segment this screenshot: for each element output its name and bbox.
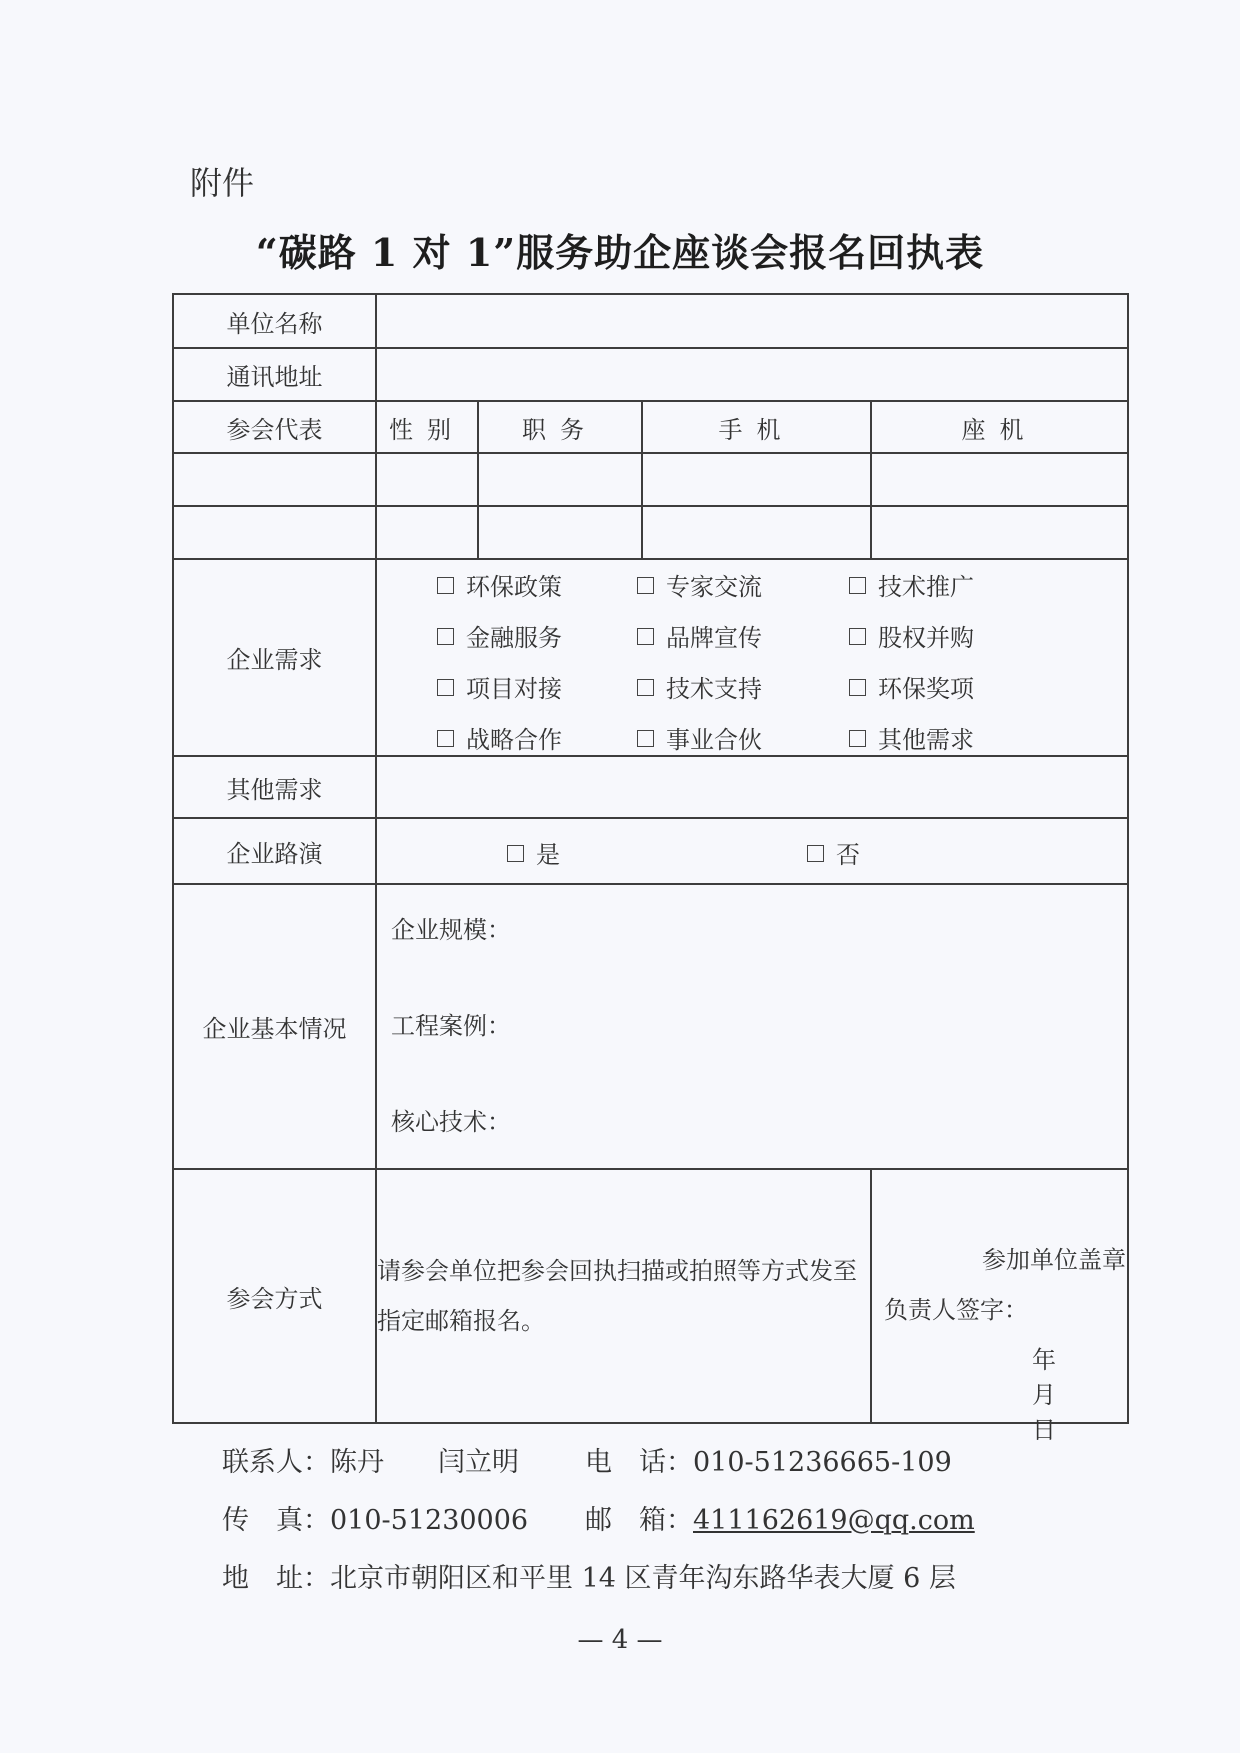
seal-signature-cell[interactable] [871,1169,1128,1444]
needs-option[interactable]: 金融服务 [437,618,637,653]
contact-person-label: 联系人： [222,1447,330,1478]
contact-line [222,1440,952,1479]
annex-label: 附件 [190,164,255,202]
contact-address: 北京市朝阳区和平里 14 区青年沟东路华表大厦 6 层 [330,1563,956,1594]
gender-cell[interactable] [376,506,478,559]
fax-label: 传 真： [222,1505,330,1536]
checkbox-icon[interactable] [437,577,454,594]
rep-blank-cell[interactable] [173,453,376,506]
address-line [222,1556,956,1595]
basic-info-label: 企业基本情况 [173,884,376,1169]
representative-label: 参会代表 [173,401,376,453]
date-day: 日 [1032,1416,1056,1444]
checkbox-icon[interactable] [637,679,654,696]
landline-cell[interactable] [871,506,1128,559]
roadshow-options [376,818,1128,884]
checkbox-icon[interactable] [507,845,524,862]
phone-value: 010-51236665-109 [693,1447,952,1478]
contact-address-label: 地 址： [222,1563,330,1594]
needs-option[interactable]: 其他需求 [849,720,1049,755]
landline-header: 座机 [871,401,1128,453]
attendance-method-label: 参会方式 [173,1169,376,1423]
checkbox-icon[interactable] [437,679,454,696]
checkbox-icon[interactable] [849,628,866,645]
checkbox-icon[interactable] [437,628,454,645]
needs-option[interactable]: 战略合作 [437,720,637,755]
needs-option[interactable]: 股权并购 [849,618,1049,653]
mobile-cell[interactable] [642,506,871,559]
unit-name-field[interactable] [376,294,1128,348]
checkbox-icon[interactable] [637,577,654,594]
seal-label: 参加单位盖章 [982,1246,1126,1274]
needs-option[interactable]: 品牌宣传 [637,618,849,653]
phone-label: 电 话： [585,1447,693,1478]
needs-option[interactable]: 环保奖项 [849,669,1049,704]
roadshow-label: 企业路演 [173,818,376,884]
unit-name-label: 单位名称 [173,294,376,348]
needs-option[interactable]: 项目对接 [437,669,637,704]
needs-label: 企业需求 [173,559,376,756]
page-number: — 4 — [577,1625,663,1655]
basic-info-fields[interactable] [376,884,1128,1169]
address-field[interactable] [376,348,1128,401]
representative-row [173,453,1128,506]
checkbox-icon[interactable] [849,577,866,594]
position-header: 职务 [478,401,642,453]
form-title: “碳路 1 对 1”服务助企座谈会报名回执表 [255,230,985,275]
email-label: 邮 箱： [585,1505,693,1536]
gender-header: 性别 [376,401,478,453]
needs-option[interactable]: 环保政策 [437,567,637,602]
registration-form-table [172,293,1129,1444]
other-needs-label: 其他需求 [173,756,376,818]
case-field-label: 工程案例： [391,1011,511,1040]
address-label: 通讯地址 [173,348,376,401]
rep-blank-cell[interactable] [173,506,376,559]
needs-option[interactable]: 技术推广 [849,567,1049,602]
representative-row [173,506,1128,559]
date-line [1032,1340,1127,1445]
attendance-method-note: 请参会单位把参会回执扫描或拍照等方式发至指定邮箱报名。 [376,1169,871,1423]
date-month: 月 [1032,1381,1056,1409]
needs-option[interactable]: 技术支持 [637,669,849,704]
signature-label: 负责人签字： [884,1296,1028,1324]
position-cell[interactable] [478,506,642,559]
needs-option[interactable]: 专家交流 [637,567,849,602]
checkbox-icon[interactable] [437,730,454,747]
needs-option[interactable]: 事业合伙 [637,720,849,755]
other-needs-field[interactable] [376,756,1128,818]
checkbox-icon[interactable] [807,845,824,862]
roadshow-no-option[interactable]: 否 [807,835,860,870]
needs-options [376,559,1128,756]
tech-field-label: 核心技术： [391,1107,511,1136]
landline-cell[interactable] [871,453,1128,506]
roadshow-yes-option[interactable]: 是 [507,835,560,870]
contact-persons: 陈丹 闫立明 [330,1447,519,1478]
position-cell[interactable] [478,453,642,506]
checkbox-icon[interactable] [637,628,654,645]
checkbox-icon[interactable] [637,730,654,747]
email-link[interactable]: 411162619@qq.com [693,1505,975,1536]
fax-email-line [222,1498,975,1537]
mobile-cell[interactable] [642,453,871,506]
fax-value: 010-51230006 [330,1505,529,1536]
date-year: 年 [1032,1346,1056,1374]
gender-cell[interactable] [376,453,478,506]
checkbox-icon[interactable] [849,679,866,696]
checkbox-icon[interactable] [849,730,866,747]
scale-field-label: 企业规模： [391,915,511,944]
mobile-header: 手机 [642,401,871,453]
